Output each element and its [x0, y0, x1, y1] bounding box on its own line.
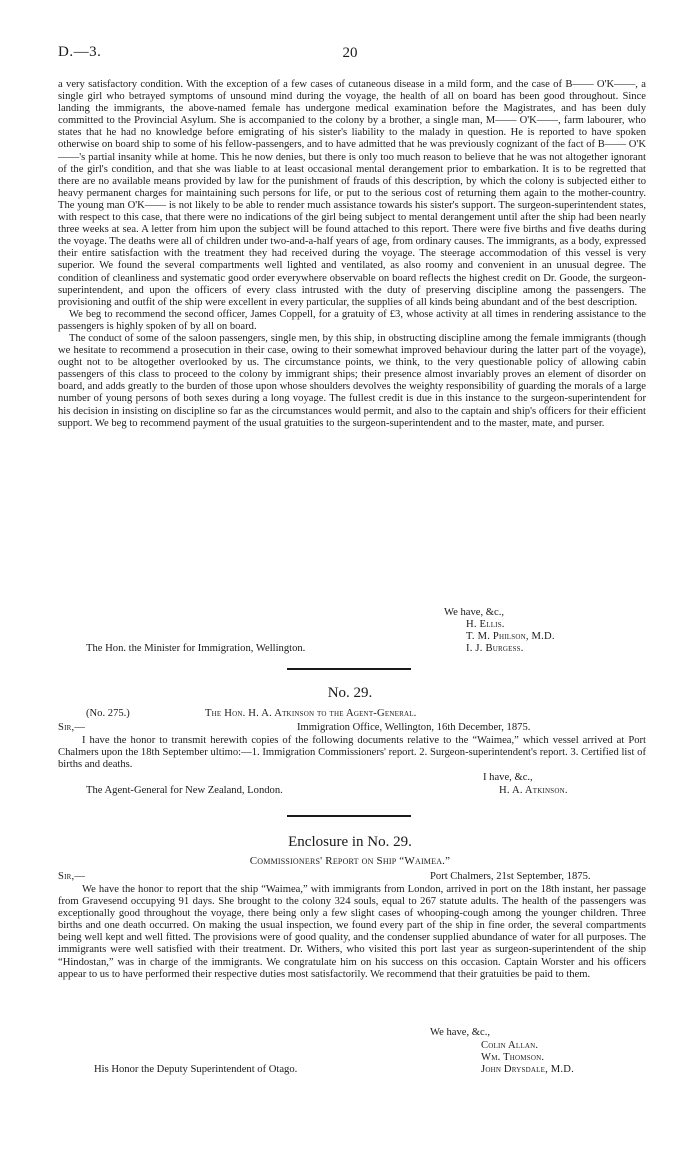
report-addressee: The Hon. the Minister for Immigration, Wellington.	[86, 643, 306, 654]
enclosure-body: We have the honor to report that the ship “Waimea,” with immigrants from London, arrived in port on the 18th instant, her passage from Gravesend occupying 91 days. She brought to the colony 324 souls, equal to 267 statute adults. The health of the passengers was exceptionally good throughout the voyage, there being only a few slight cases of whooping-cough among the younger children. Three births and one death occurred. On making the usual inspection, we found every part of the ship in fine order, the several compartments being well kept and well fitted. The provisions were of good quality, and the condenser supplied abundance of water for all purposes. The immigrants were well satisfied with their treatment. Dr. Withers, who visited this port last year as surgeon-superintendent of the ship “Hindostan,” was in charge of the immigrants. We congratulate him on his success on this occasion. Captain Worster and his officers appear to us to have performed their respective duties most satisfactorily. We recommend that their gratuities be paid to them.	[58, 884, 646, 980]
enclosure-salutation: Sir,—	[58, 871, 86, 882]
report-paragraph-2: We beg to recommend the second officer, James Coppell, for a gratuity of £3, whose activity at all times in rendering assistance to the passengers is highly spoken of by all on board.	[58, 308, 646, 332]
page-number: 20	[342, 45, 358, 61]
enclosure-closing: We have, &c.,	[430, 1027, 491, 1038]
letter-title: No. 29.	[327, 685, 373, 701]
enclosure-title: Enclosure in No. 29.	[288, 834, 412, 850]
report-signatory-3: I. J. Burgess.	[466, 643, 524, 654]
letter-body-block	[58, 735, 646, 771]
enclosure-signatory-1: Colin Allan.	[481, 1040, 539, 1051]
report-paragraph-3: The conduct of some of the saloon passengers, single men, by this ship, in obstructing discipline among the female immigrants (though we hesitate to recommend a prosecution in their case, owing to their somewhat improved behaviour during the latter part of the voyage), ought not to be altogether overlooked by us. The circumstance points, we think, to the very questionable policy of allowing cabin passengers of this class to proceed to the colony by immigrant ships; their presence almost invariably proves an element of disorder on board, and adds greatly to the burden of those upon whose shoulders devolves the weighty responsibility of guarding the morals of a large number of young persons of both sexes during a long voyage. The fullest credit is due in this instance to the surgeon-superintendent for his decision in insisting on discipline so far as the circumstances would permit, and also to the captain and ship's officers for their efficient support. We beg to recommend payment of the usual gratuities to the surgeon-superintendent and to the master, mate, and purser.	[58, 332, 646, 429]
letter-ref: (No. 275.)	[86, 708, 130, 719]
letter-addressee: The Agent-General for New Zealand, London.	[86, 785, 283, 796]
report-paragraph-1: a very satisfactory condition. With the exception of a few cases of cutaneous disease in a mild form, and the case of B—— O'K——, a single girl who betrayed symptoms of unsound mind during the voyage, the health of all on board has been good throughout. Since landing the immigrants, the above-named female has undergone medical examination before the Magistrates, and has been duly committed to the Provincial Asylum. She is accompanied to the colony by a brother, a single man, M—— O'K——, farm labourer, who states that he had no knowledge before emigrating of his sister's liability to the malady in question. He is reported to have spoken otherwise on board ship to some of his fellow-passengers, and to have admitted that he was previously cognizant of the fact of B—— O'K——'s partial insanity while at home. This he now denies, but there is only too much reason to believe that he was not altogether ignorant of the girl's condition, and that she was liable to at least occasional mental derangement prior to embarkation. It is to be regretted that there are no available means provided by law for the punishment of frauds of this description, by which the colony is subjected either to heavy permanent charges for maintaining such persons for life, or put to the serious cost of returning them again to the mother-country. The young man O'K—— is not likely to be able to render much assistance towards his sister's support. The surgeon-superintendent states, with respect to this case, that there were no indications of the girl being subject to mental derangement until after the ship had been nearly three weeks at sea. A letter from him upon the subject will be found attached to this report. There were five births and five deaths during the voyage. The deaths were all of children under two-and-a-half years of age, from ordinary causes. The immigrants, as a body, expressed their entire satisfaction with the treatment they had received during the voyage. The steerage accommodation of this vessel is very superior. We found the several compartments well lighted and ventilated, as also roomy and convenient in an unusual degree. The condition of cleanliness and systematic good order everywhere observable on board reflects the highest credit on Dr. Goode, the surgeon-superintendent, and upon the officers of every class intrusted with the duty of preserving discipline among the passengers. The provisioning and outfit of the ship were excellent in every particular, the supplies of all kinds being abundant and of the best description.	[58, 79, 646, 308]
enclosure-signatory-3: John Drysdale, M.D.	[481, 1064, 574, 1075]
series-number: D.—3.	[58, 44, 102, 60]
letter-body: I have the honor to transmit herewith copies of the following documents relative to the “Waimea,” which vessel arrived at Port Chalmers upon the 18th September ultimo:—1. Immigration Commissioners' report. 2. Surgeon-superintendent's report. 3. Certified list of births and deaths.	[58, 735, 646, 771]
letter-salutation: Sir,—	[58, 722, 86, 733]
enclosure-addressee: His Honor the Deputy Superintendent of Otago.	[94, 1064, 298, 1075]
report-closing: We have, &c.,	[444, 607, 505, 618]
report-body	[58, 79, 646, 430]
report-signatory-1: H. Ellis.	[466, 619, 505, 630]
enclosure-signatory-2: Wm. Thomson.	[481, 1052, 545, 1063]
letter-from-to: The Hon. H. A. Atkinson to the Agent-General.	[205, 708, 417, 719]
section-divider-2	[287, 815, 411, 817]
letter-place-date: Immigration Office, Wellington, 16th December, 1875.	[297, 722, 531, 733]
report-signatory-2: T. M. Philson, M.D.	[466, 631, 555, 642]
letter-signature: H. A. Atkinson.	[499, 785, 568, 796]
letter-closing: I have, &c.,	[483, 772, 533, 783]
enclosure-subtitle: Commissioners' Report on Ship “Waimea.”	[249, 855, 451, 867]
enclosure-body-block	[58, 884, 646, 981]
enclosure-place-date: Port Chalmers, 21st September, 1875.	[430, 871, 591, 882]
section-divider	[287, 668, 411, 670]
